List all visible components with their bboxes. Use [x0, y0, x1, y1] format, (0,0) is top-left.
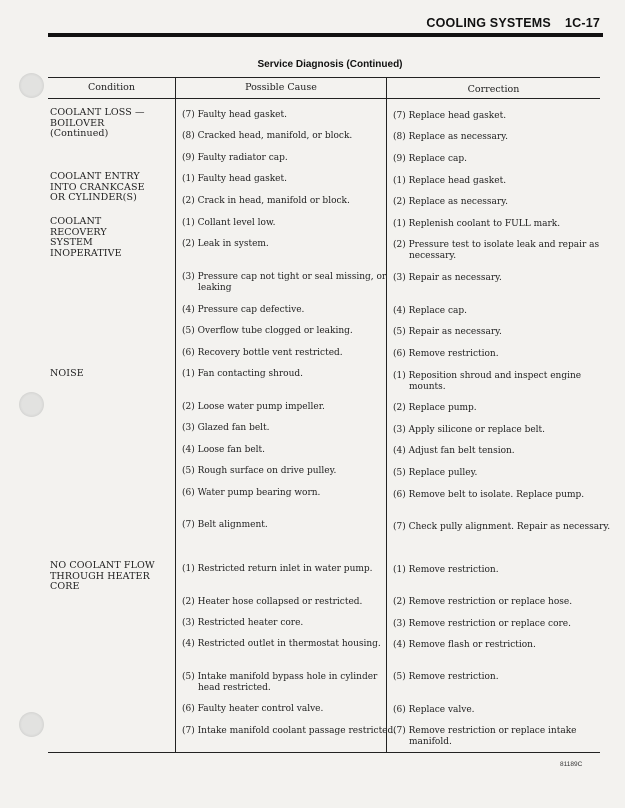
condition-line: BOILOVER: [50, 117, 105, 129]
condition-line: OR CYLINDER(S): [50, 192, 137, 203]
correction-item: (3) Remove restriction or replace core.: [393, 619, 571, 629]
cause-item: (1) Fan contacting shroud.: [182, 369, 304, 379]
condition-noise: [50, 369, 172, 380]
header-divider: [48, 98, 600, 99]
cause-item: (6) Faulty heater control valve.: [182, 704, 324, 714]
cause-item: (3) Pressure cap not tight or seal missing, or leaking: [182, 272, 387, 293]
cause-item: (2) Heater hose collapsed or restricted.: [182, 597, 363, 607]
correction-item: (3) Apply silicone or replace belt.: [393, 425, 546, 435]
cause-item: (4) Pressure cap defective.: [182, 305, 305, 315]
cause-item: (6) Water pump bearing worn.: [182, 488, 321, 498]
correction-item: (1) Remove restriction.: [393, 565, 499, 575]
cause-item: (5) Intake manifold bypass hole in cylinder head restricted.: [182, 672, 378, 693]
condition-line: RECOVERY: [50, 226, 107, 238]
condition-coolant-loss: [50, 108, 172, 140]
condition-line: THROUGH HEATER: [50, 570, 150, 582]
condition-line: COOLANT ENTRY: [50, 171, 140, 182]
correction-item: (6) Remove restriction.: [393, 349, 499, 359]
correction-item: (1) Reposition shroud and inspect engine mounts.: [393, 371, 582, 392]
correction-item: (7) Remove restriction or replace intake manifold.: [393, 726, 577, 747]
cause-item: (2) Crack in head, manifold or block.: [182, 196, 350, 206]
cause-item: (4) Restricted outlet in thermostat housing.: [182, 639, 381, 649]
table-top-rule: [48, 77, 600, 78]
column-header-correction: Correction: [467, 84, 520, 95]
condition-line: NO COOLANT FLOW: [50, 560, 155, 571]
binder-hole: [19, 712, 44, 737]
cause-item: (7) Belt alignment.: [182, 520, 268, 530]
condition-coolant-entry: [50, 172, 172, 204]
cause-item: (5) Rough surface on drive pulley.: [182, 466, 337, 476]
condition-recovery-system: [50, 217, 172, 259]
correction-item: (4) Replace cap.: [393, 306, 467, 316]
correction-item: (5) Remove restriction.: [393, 672, 499, 682]
condition-line: NOISE: [50, 368, 84, 379]
binder-hole: [19, 392, 44, 417]
correction-item: (7) Replace head gasket.: [393, 111, 507, 121]
header-rule: [48, 33, 603, 37]
correction-item: (5) Repair as necessary.: [393, 327, 502, 337]
correction-item: (9) Replace cap.: [393, 154, 467, 164]
column-header-condition: Condition: [88, 82, 135, 93]
cause-item: (1) Restricted return inlet in water pump.: [182, 564, 373, 574]
cause-item: (9) Faulty radiator cap.: [182, 153, 288, 163]
section-title: COOLING SYSTEMS: [426, 16, 551, 30]
figure-code: 81189C: [560, 761, 583, 768]
condition-line: CORE: [50, 581, 80, 592]
cause-item: (4) Loose fan belt.: [182, 445, 266, 455]
correction-item: (8) Replace as necessary.: [393, 132, 508, 142]
correction-item: (3) Repair as necessary.: [393, 273, 502, 283]
cause-item: (2) Leak in system.: [182, 239, 269, 249]
correction-item: (2) Remove restriction or replace hose.: [393, 597, 573, 607]
condition-line: INTO CRANKCASE: [50, 181, 145, 193]
correction-item: (2) Replace as necessary.: [393, 197, 508, 207]
correction-item: (7) Check pully alignment. Repair as necessary.: [393, 522, 611, 532]
cause-item: (7) Intake manifold coolant passage restricted.: [182, 726, 397, 736]
correction-item: (4) Adjust fan belt tension.: [393, 446, 515, 456]
cause-item: (1) Collant level low.: [182, 218, 276, 228]
column-divider: [175, 78, 176, 753]
correction-item: (4) Remove flash or restriction.: [393, 640, 536, 650]
table-bottom-rule: [48, 752, 600, 753]
cause-item: (1) Faulty head gasket.: [182, 174, 287, 184]
cause-item: (3) Glazed fan belt.: [182, 423, 270, 433]
column-header-cause: Possible Cause: [245, 82, 317, 93]
binder-hole: [19, 73, 44, 98]
page-header: [0, 16, 600, 30]
table-title: Service Diagnosis (Continued): [257, 59, 403, 70]
cause-item: (7) Faulty head gasket.: [182, 110, 287, 120]
correction-item: (6) Remove belt to isolate. Replace pump.: [393, 490, 585, 500]
correction-item: (6) Replace valve.: [393, 705, 475, 715]
condition-line: INOPERATIVE: [50, 247, 122, 259]
correction-item: (1) Replace head gasket.: [393, 176, 507, 186]
correction-item: (5) Replace pulley.: [393, 468, 478, 478]
condition-no-coolant-flow: [50, 561, 172, 593]
correction-item: (2) Replace pump.: [393, 403, 477, 413]
condition-line: (Continued): [50, 128, 109, 139]
correction-item: (1) Replenish coolant to FULL mark.: [393, 219, 561, 229]
cause-item: (3) Restricted heater core.: [182, 618, 304, 628]
cause-item: (8) Cracked head, manifold, or block.: [182, 131, 353, 141]
condition-line: COOLANT: [50, 216, 102, 227]
cause-item: (2) Loose water pump impeller.: [182, 402, 325, 412]
cause-item: (5) Overflow tube clogged or leaking.: [182, 326, 353, 336]
condition-line: SYSTEM: [50, 237, 93, 248]
cause-item: (6) Recovery bottle vent restricted.: [182, 348, 343, 358]
page-number: 1C-17: [564, 16, 600, 30]
condition-line: COOLANT LOSS —: [50, 107, 145, 118]
correction-item: (2) Pressure test to isolate leak and repair as necessary.: [393, 240, 600, 261]
